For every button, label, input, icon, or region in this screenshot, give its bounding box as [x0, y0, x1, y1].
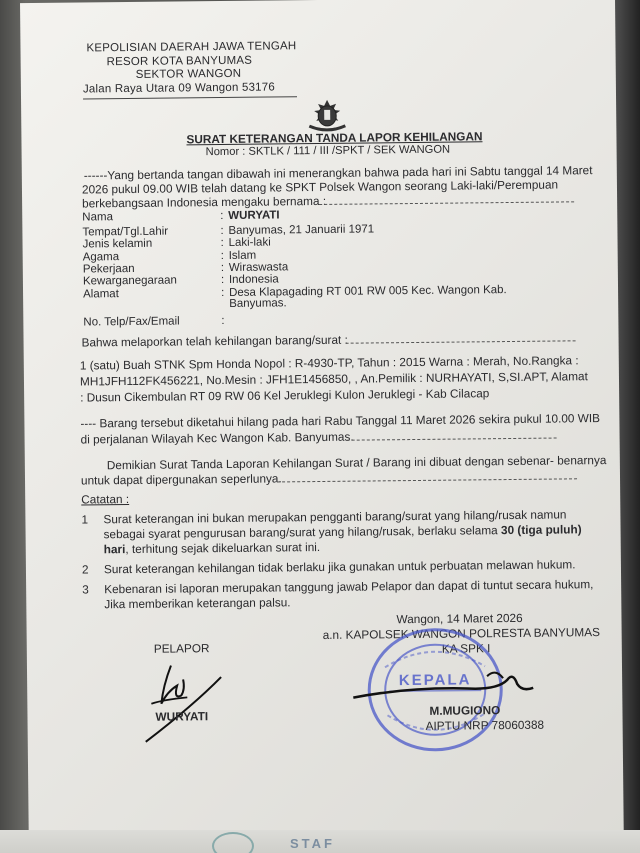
identity-label: Kewarganegaraan — [82, 274, 177, 288]
header-line-3: SEKTOR WANGON — [135, 67, 242, 81]
identity-colon: : — [220, 209, 224, 223]
report-line: Bahwa melaporkan telah kehilangan barang/surat : — [81, 332, 348, 350]
contact-colon: : — [221, 314, 225, 328]
identity-colon: : — [220, 286, 225, 299]
identity-value: Wiraswasta — [228, 261, 289, 274]
note-3-number: 3 — [82, 582, 89, 597]
note-3-line-1: Kebenaran isi laporan merupakan tanggung jawab Pelapor dan dapat di tuntut secara hukum, — [104, 577, 594, 597]
officer-rank: AIPTU NRP 78060388 — [425, 717, 545, 733]
police-emblem-icon — [303, 98, 351, 133]
stamp-text: KEPALA — [398, 671, 472, 690]
closing-line-1: Demikian Surat Tanda Laporan Kehilangan Surat / Barang ini dibuat dengan sebenar- benarnya — [106, 453, 607, 473]
identity-value: Desa Klapagading RT 001 RW 005 Kec. Wangon Kab. — [228, 283, 507, 299]
officer-position: KA SPK I — [441, 641, 491, 656]
address-continued: Banyumas. — [229, 297, 287, 310]
identity-label: Jenis kelamin — [82, 238, 153, 251]
note-1-unit: hari — [103, 542, 126, 557]
reporter-signature-icon — [123, 655, 234, 748]
lost-line-1: ---- Barang tersebut diketahui hilang pada hari Rabu Tanggal 11 Maret 2026 sekira pukul 10.00 WIB — [80, 411, 601, 431]
report-dash-line — [346, 340, 576, 343]
lost-dash-line — [347, 438, 557, 441]
intro-line-2: 2026 pukul 09.00 WIB telah datang ke SPKT Polsek Wangon seorang Laki-laki/Perempuan — [81, 177, 559, 197]
note-1-duration: 30 (tiga puluh) — [500, 522, 582, 538]
identity-colon: : — [220, 237, 224, 250]
item-line-3: : Dusun Cikembulan RT 09 RW 06 Kel Jeruklegi Kulon Jeruklegi - Kab Cilacap — [80, 386, 490, 405]
closing-line-2: untuk dapat dipergunakan seperlunya. — [80, 471, 282, 488]
identity-colon: : — [220, 249, 224, 262]
lost-line-2: di perjalanan Wilayah Kec Wangon Kab. Banyumas. — [80, 429, 354, 447]
officer-signature-icon — [347, 658, 538, 710]
note-1-text-a: sebagai syarat pengurusan barang/surat yang hilang/rusak, berlaku selama — [103, 523, 502, 542]
place-date: Wangon, 14 Maret 2026 — [396, 610, 523, 627]
identity-colon: : — [220, 261, 225, 274]
intro-line-3: berkebangsaan Indonesia mengaku bernama : — [82, 193, 327, 211]
identity-colon: : — [220, 274, 225, 287]
identity-colon: : — [220, 224, 224, 238]
note-1-number: 1 — [81, 512, 89, 527]
note-1-text-b: , terhitung sejak dikeluarkan surat ini. — [125, 540, 321, 557]
identity-label: Agama — [82, 250, 120, 264]
on-behalf: a.n. KAPOLSEK WANGON POLRESTA BANYUMAS — [322, 625, 601, 642]
reporter-label: PELAPOR — [153, 641, 210, 656]
note-3-line-2: Jika memberikan keterangan palsu. — [104, 595, 291, 612]
intro-line-1: ------Yang bertanda tangan dibawah ini menerangkan bahwa pada hari ini Sabtu tanggal 14 Maret — [83, 163, 593, 183]
item-line-1: 1 (satu) Buah STNK Spm Honda Nopol : R-4930-TP, Tahun : 2015 Warna : Merah, No.Rangka : — [79, 353, 579, 373]
closing-dash-line — [277, 478, 577, 482]
note-1-line-1: Surat keterangan ini bukan merupakan pengganti barang/surat yang hilang/rusak namun — [103, 507, 567, 527]
identity-label: Pekerjaan — [82, 262, 135, 276]
identity-value: Laki-laki — [228, 236, 271, 250]
intro-dash-line — [314, 201, 574, 205]
note-1-line-3 — [104, 540, 321, 556]
footer-stamp-circle — [212, 832, 254, 853]
header-line-1: KEPOLISIAN DAERAH JAWA TENGAH — [86, 40, 297, 55]
item-line-2: MH1JFH112FK456221, No.Mesin : JFH1E1456850, , An.Pemilik : NURHAYATI, S,SI.APT, Alamat — [79, 369, 588, 389]
note-2-line-1: Surat keterangan kehilangan tidak berlaku jika gunakan untuk perbuatan melawan hukum. — [103, 557, 576, 577]
reporter-name: WURYATI — [155, 709, 209, 724]
identity-label: Nama — [82, 211, 114, 224]
document-page — [20, 0, 624, 853]
identity-value: WURYATI — [228, 209, 280, 222]
identity-value: Islam — [228, 249, 257, 262]
identity-value: Banyumas, 21 Januarii 1971 — [228, 223, 375, 237]
identity-label: Alamat — [83, 287, 119, 300]
document-number: Nomor : SKTLK / 111 / III /SPKT / SEK WANGON — [205, 143, 451, 159]
header-address: Jalan Raya Utara 09 Wangon 53176 — [82, 81, 275, 96]
identity-table — [20, 0, 615, 3]
notes-title: Catatan : — [81, 492, 130, 507]
note-2-number: 2 — [81, 562, 89, 577]
identity-label: Tempat/Tgl.Lahir — [82, 225, 169, 239]
header-divider — [83, 96, 297, 99]
footer-stamp-text: STAF — [290, 836, 335, 851]
officer-name: M.MUGIONO — [429, 703, 501, 718]
next-page-strip — [0, 830, 640, 853]
contact-label: No. Telp/Fax/Email — [83, 315, 180, 329]
document-title: SURAT KETERANGAN TANDA LAPOR KEHILANGAN — [186, 129, 483, 147]
identity-value: Indonesia — [228, 273, 279, 287]
header-line-2: RESOR KOTA BANYUMAS — [106, 54, 253, 69]
